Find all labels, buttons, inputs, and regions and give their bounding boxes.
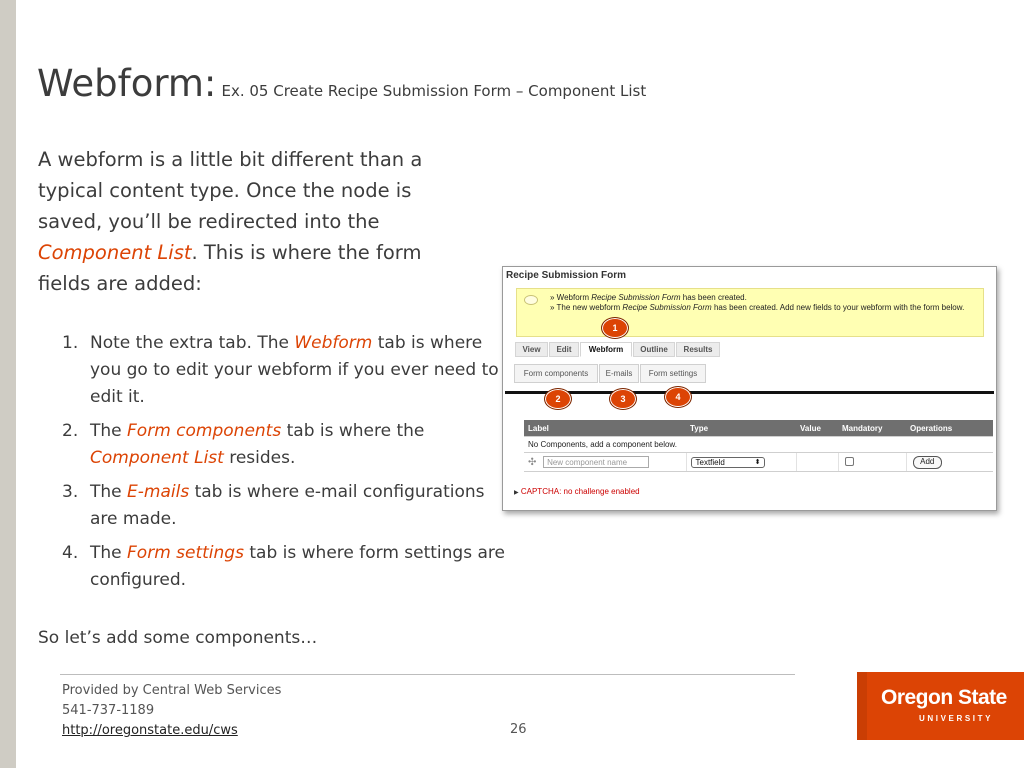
title-subtitle: Ex. 05 Create Recipe Submission Form – Component List [221, 82, 647, 100]
footer-link[interactable]: http://oregonstate.edu/cws [62, 723, 238, 738]
callout-badge: 2 [544, 388, 572, 410]
captcha-notice[interactable] [514, 487, 640, 496]
osu-logo [857, 672, 1024, 740]
list-number: 1. [62, 333, 79, 353]
step-text: resides. [223, 448, 296, 468]
tab-form-settings[interactable]: Form settings [640, 364, 706, 383]
title-main: Webform: [37, 62, 217, 105]
component-name-input[interactable]: New component name [543, 456, 649, 468]
intro-highlight: Component List [38, 241, 192, 264]
step-text: tab is where e-mail configurations are made. [90, 482, 485, 529]
step-text: The [90, 421, 128, 441]
intro-text: A webform is a little bit different than a typical content type. Once the node is saved, you’ll be redirected into the [38, 148, 423, 233]
step-highlight: Component List [90, 448, 224, 468]
callout-badge: 1 [601, 317, 629, 339]
footer-provider: Provided by Central Web Services [62, 683, 282, 698]
message-emphasis: Recipe Submission Form [622, 303, 712, 312]
callout-badge: 4 [664, 386, 692, 408]
step-text: tab is where form settings are configured. [90, 543, 505, 590]
message-text: has been created. [680, 293, 747, 302]
type-select-value: Textfield [695, 457, 725, 467]
intro-paragraph [38, 144, 478, 299]
logo-university: UNIVERSITY [919, 714, 994, 723]
header-operations: Operations [906, 420, 993, 437]
triangle-right-icon: ▶ [514, 490, 519, 496]
tab-results[interactable]: Results [676, 342, 720, 357]
list-number: 4. [62, 543, 79, 563]
message-line [550, 303, 980, 313]
mandatory-checkbox[interactable] [845, 457, 854, 466]
tab-edit[interactable]: Edit [549, 342, 579, 357]
header-label: Label [524, 420, 686, 437]
table-row [524, 453, 993, 472]
header-value: Value [796, 420, 838, 437]
step-text: The [90, 482, 128, 502]
footer-rule [60, 674, 795, 675]
left-accent-bar [0, 0, 16, 768]
divider [505, 391, 994, 394]
type-cell [686, 453, 796, 472]
table-row [524, 437, 993, 453]
tab-outline[interactable]: Outline [633, 342, 675, 357]
logo-name: Oregon State [881, 686, 1007, 709]
empty-message: No Components, add a component below. [524, 437, 993, 453]
list-item [62, 418, 512, 472]
value-cell [796, 453, 838, 472]
tab-emails[interactable]: E-mails [599, 364, 639, 383]
closing-text: So let’s add some components… [38, 628, 318, 648]
operations-cell [906, 453, 993, 472]
message-emphasis: Recipe Submission Form [591, 293, 681, 302]
step-highlight: E-mails [127, 482, 190, 502]
label-cell [524, 453, 686, 472]
logo-shadow [857, 672, 867, 740]
slide-title [37, 62, 646, 105]
message-line [550, 293, 980, 303]
components-table [524, 420, 993, 472]
tab-webform[interactable]: Webform [580, 342, 632, 357]
status-message [516, 288, 984, 337]
step-highlight: Webform [294, 333, 373, 353]
screenshot-title: Recipe Submission Form [506, 270, 627, 281]
webform-screenshot [502, 266, 997, 511]
tab-form-components[interactable]: Form components [514, 364, 598, 383]
steps-list [62, 330, 512, 601]
type-select[interactable] [691, 457, 765, 468]
list-number: 3. [62, 482, 79, 502]
mandatory-cell [838, 453, 906, 472]
select-arrows-icon: ⬍ [754, 458, 761, 466]
list-number: 2. [62, 421, 79, 441]
header-mandatory: Mandatory [838, 420, 906, 437]
tab-view[interactable]: View [515, 342, 548, 357]
step-highlight: Form components [127, 421, 282, 441]
page-number: 26 [510, 722, 527, 737]
table-header-row [524, 420, 993, 437]
step-text: tab is where the [281, 421, 425, 441]
message-text: has been created. Add new fields to your webform with the form below. [711, 303, 965, 312]
callout-badge: 3 [609, 388, 637, 410]
step-text: The [90, 543, 128, 563]
message-text: » Webform [550, 293, 592, 302]
footer-phone: 541-737-1189 [62, 703, 155, 718]
step-text: tab is where you go to edit your webform if you ever need to edit it. [90, 333, 499, 407]
footer [62, 681, 281, 741]
step-text: Note the extra tab. The [90, 333, 295, 353]
drag-handle-icon[interactable]: ✣ [528, 457, 537, 468]
list-item [62, 479, 512, 533]
captcha-text: CAPTCHA: no challenge enabled [520, 487, 640, 496]
message-bubble-icon [524, 295, 538, 305]
add-button[interactable]: Add [913, 456, 942, 469]
list-item [62, 330, 512, 411]
step-highlight: Form settings [127, 543, 244, 563]
intro-text-end: . This is where the form fields are added: [38, 241, 422, 295]
message-text: » The new webform [550, 303, 623, 312]
list-item [62, 540, 512, 594]
header-type: Type [686, 420, 796, 437]
